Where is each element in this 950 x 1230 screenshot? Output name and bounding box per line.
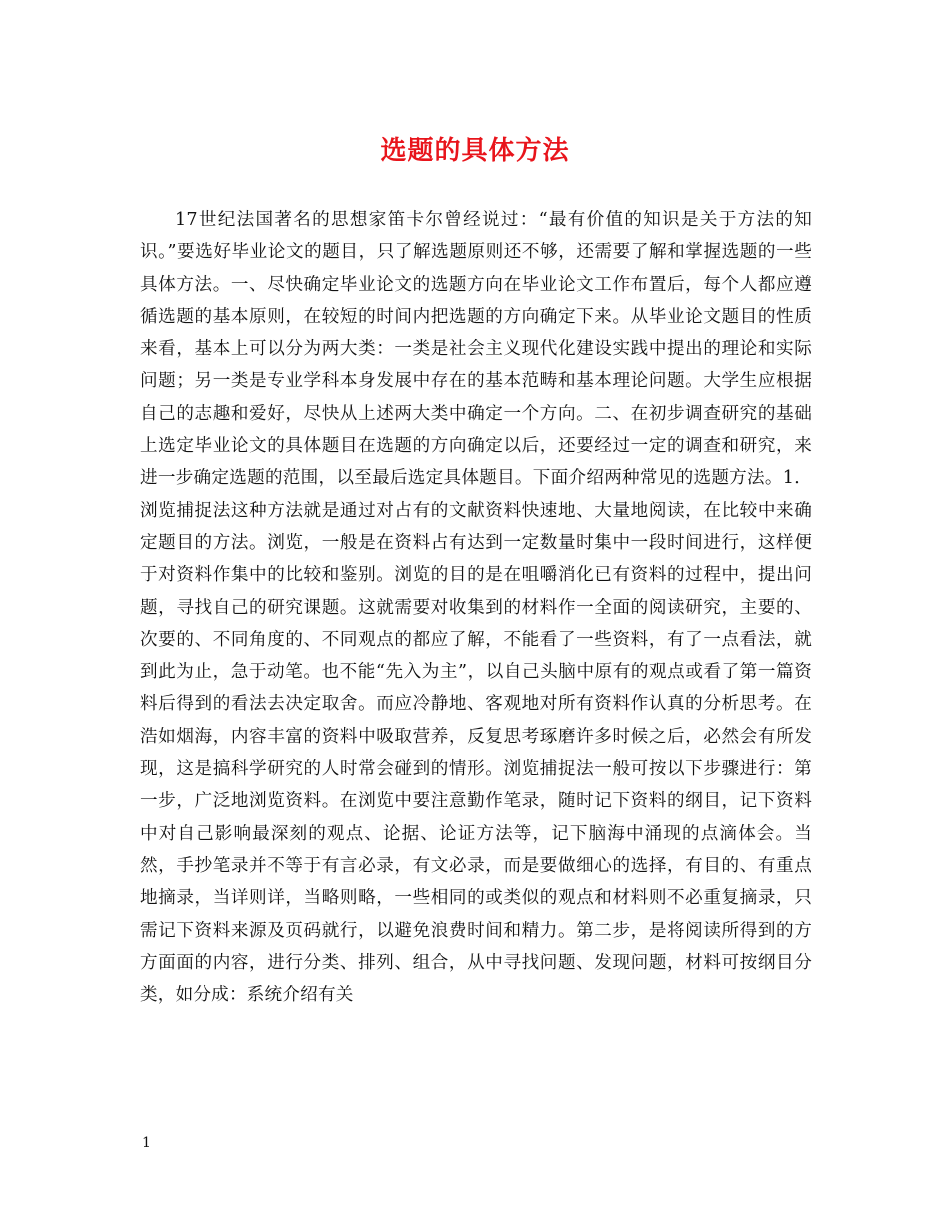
page-number: 1: [142, 1135, 151, 1151]
document-title: 选题的具体方法: [380, 136, 570, 166]
body-paragraph: 17世纪法国著名的思想家笛卡尔曾经说过：“最有价值的知识是关于方法的知识。”要选好毕业论文的题目，只了解选题原则还不够，还需要了解和掌握选题的一些具体方法。一、尽快确定毕业论文的选题方向在毕业论文工作布置后，每个人都应遵循选题的基本原则，在较短的时间内把选题的方向确定下来。从毕业论文题目的性质来看，基本上可以分为两大类：一类是社会主义现代化建设实践中提出的理论和实际问题；另一类是专业学科本身发展中存在的基本范畴和基本理论问题。大学生应根据自己的志趣和爱好，尽快从上述两大类中确定一个方向。二、在初步调查研究的基础上选定毕业论文的具体题目在选题的方向确定以后，还要经过一定的调查和研究，来进一步确定选题的范围，以至最后选定具体题目。下面介绍两种常见的选题方法。1．浏览捕捉法这种方法就是通过对占有的文献资料快速地、大量地阅读，在比较中来确定题目的方法。浏览，一般是在资料占有达到一定数量时集中一段时间进行，这样便于对资料作集中的比较和鉴别。浏览的目的是在咀嚼消化已有资料的过程中，提出问题，寻找自己的研究课题。这就需要对收集到的材料作一全面的阅读研究，主要的、次要的、不同角度的、不同观点的都应了解，不能看了一些资料，有了一点看法，就到此为止，急于动笔。也不能“先入为主”，以自己头脑中原有的观点或看了第一篇资料后得到的看法去决定取舍。而应冷静地、客观地对所有资料作认真的分析思考。在浩如烟海，内容丰富的资料中吸取营养，反复思考琢磨许多时候之后，必然会有所发现，这是搞科学研究的人时常会碰到的情形。浏览捕捉法一般可按以下步骤进行：第一步，广泛地浏览资料。在浏览中要注意勤作笔录，随时记下资料的纲目，记下资料中对自己影响最深刻的观点、论据、论证方法等，记下脑海中涌现的点滴体会。当然，手抄笔录并不等于有言必录，有文必录，而是要做细心的选择，有目的、有重点地摘录，当详则详，当略则略，一些相同的或类似的观点和材料则不必重复摘录，只需记下资料来源及页码就行，以避免浪费时间和精力。第二步，是将阅读所得到的方方面面的内容，进行分类、排列、组合，从中寻找问题、发现问题，材料可按纲目分类，如分成：系统介绍有关: [140, 210, 812, 1006]
